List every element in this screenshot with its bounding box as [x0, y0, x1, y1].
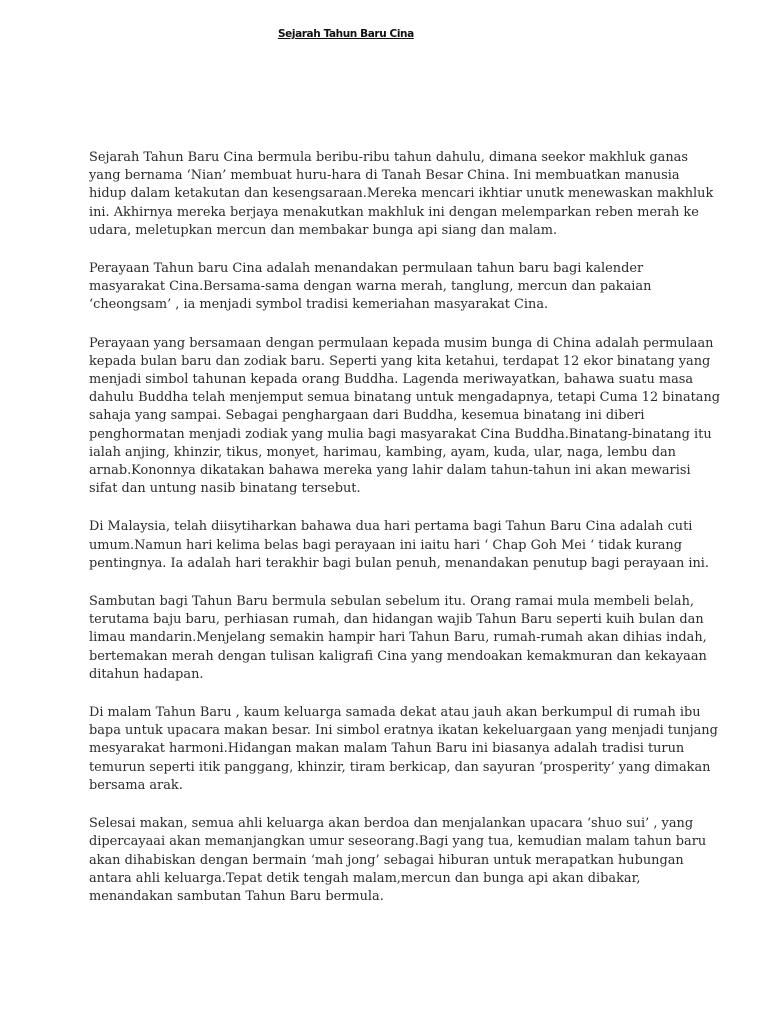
paragraph-line: hidup dalam ketakutan dan kesengsaraan.Mereka mencari ikhtiar unutk menewaskan makhluk [89, 186, 714, 202]
paragraph-line: menjadi simbol tahunan kepada orang Buddha. Lagenda meriwayatkan, bahawa suatu masa [89, 372, 694, 388]
paragraph-line: terutama baju baru, perhiasan rumah, dan hidangan wajib Tahun Baru seperti kuih bulan dan [89, 612, 704, 628]
paragraph-line: masyarakat Cina.Bersama-sama dengan warna merah, tanglung, mercun dan pakaian [89, 279, 652, 295]
document-body [89, 149, 721, 926]
paragraph-line: kepada bulan baru dan zodiak baru. Seperti yang kita ketahui, terdapat 12 ekor binatang yang [89, 353, 711, 369]
paragraph-line: bertemakan merah dengan tulisan kaligrafi Cina yang mendoakan kemakmuran dan kekayaan [89, 648, 707, 664]
paragraph-line: arnab.Kononnya dikatakan bahawa mereka yang lahir dalam tahun-tahun ini akan mewarisi [89, 463, 691, 479]
paragraph-5 [89, 593, 707, 684]
paragraph-line: pentingnya. Ia adalah hari terakhir bagi bulan penuh, menandakan penutup bagi perayaan ini. [89, 555, 710, 571]
paragraph-line: antara ahli keluarga.Tepat detik tengah malam,mercun dan bunga api akan dibakar, [89, 870, 641, 886]
paragraph-line: akan dihabiskan dengan bermain ‘mah jong’ sebagai hiburan untuk merapatkan hubungan [89, 852, 684, 868]
document-title: Sejarah Tahun Baru Cina [278, 28, 414, 40]
paragraph-line: Sambutan bagi Tahun Baru bermula sebulan sebelum itu. Orang ramai mula membeli belah, [89, 594, 694, 610]
paragraph-line: temurun seperti itik panggang, khinzir, tiram berkicap, dan sayuran ‘prosperity’ yang dimakan [89, 759, 711, 775]
paragraph-line: Di malam Tahun Baru , kaum keluarga samada dekat atau jauh akan berkumpul di rumah ibu [89, 705, 701, 721]
paragraph-line: ditahun hadapan. [89, 666, 204, 682]
paragraph-line: yang bernama ‘Nian’ membuat huru-hara di Tanah Besar China. Ini membuatkan manusia [89, 168, 680, 184]
paragraph-line: Perayaan Tahun baru Cina adalah menandakan permulaan tahun baru bagi kalender [89, 261, 644, 277]
paragraph-line: umum.Namun hari kelima belas bagi perayaan ini iaitu hari ‘ Chap Goh Mei ‘ tidak kurang [89, 537, 682, 553]
paragraph-line: bapa untuk upacara makan besar. Ini simbol eratnya ikatan kekeluargaan yang menjadi tunjang [89, 723, 718, 739]
paragraph-line: ‘cheongsam’ , ia menjadi symbol tradisi kemeriahan masyarakat Cina. [89, 297, 549, 313]
paragraph-line: dipercayaai akan memanjangkan umur seseorang.Bagi yang tua, kemudian malam tahun baru [89, 834, 707, 850]
paragraph-line: mesyarakat harmoni.Hidangan makan malam Tahun Baru ini biasanya adalah tradisi turun [89, 741, 685, 757]
paragraph-line: bersama arak. [89, 777, 183, 793]
paragraph-line: Perayaan yang bersamaan dengan permulaan kepada musim bunga di China adalah permulaan [89, 335, 714, 351]
paragraph-line: Di Malaysia, telah diisytiharkan bahawa dua hari pertama bagi Tahun Baru Cina adalah cuti [89, 519, 693, 535]
paragraph-2 [89, 260, 689, 315]
paragraph-line: sahaja yang sampai. Sebagai penghargaan dari Buddha, kesemua binatang ini diberi [89, 408, 645, 424]
paragraph-line: ini. Akhirnya mereka berjaya menakutkan makhluk ini dengan melemparkan reben merah ke [89, 204, 699, 220]
paragraph-line: sifat dan untung nasib binatang tersebut. [89, 481, 361, 497]
paragraph-line: menandakan sambutan Tahun Baru bermula. [89, 888, 384, 904]
paragraph-4 [89, 518, 710, 573]
paragraph-line: dahulu Buddha telah menjemput semua binatang untuk mengadapnya, tetapi Cuma 12 binatang [89, 390, 721, 406]
paragraph-line: Sejarah Tahun Baru Cina bermula beribu-ribu tahun dahulu, dimana seekor makhluk ganas [89, 150, 688, 165]
paragraph-7 [89, 815, 707, 906]
paragraph-1 [89, 149, 714, 240]
paragraph-line: limau mandarin.Menjelang semakin hampir hari Tahun Baru, rumah-rumah akan dihias indah, [89, 630, 707, 646]
paragraph-line: ialah anjing, khinzir, tikus, monyet, harimau, kambing, ayam, kuda, ular, naga, lembu dan [89, 444, 676, 460]
paragraph-3 [89, 335, 721, 499]
paragraph-line: udara, meletupkan mercun dan membakar bunga api siang dan malam. [89, 222, 558, 238]
paragraph-line: Selesai makan, semua ahli keluarga akan berdoa dan menjalankan upacara ‘shuo sui’ , yang [89, 816, 694, 832]
paragraph-6 [89, 704, 718, 795]
paragraph-line: penghormatan menjadi zodiak yang mulia bagi masyarakat Cina Buddha.Binatang-binatang itu [89, 426, 712, 442]
